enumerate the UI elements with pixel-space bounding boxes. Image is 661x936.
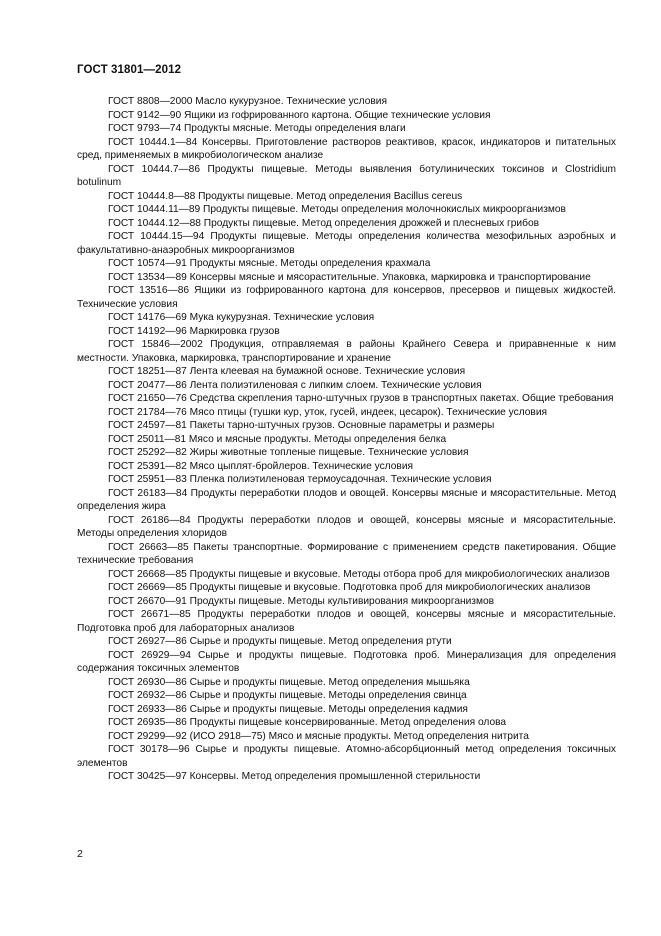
- reference-entry: ГОСТ 13516—86 Ящики из гофрированного картона для консервов, пресервов и пищевых жидкостей. Технические условия: [77, 285, 616, 310]
- reference-entry: ГОСТ 29299—92 (ИСО 2918—75) Мясо и мясные продукты. Метод определения нитрита: [108, 730, 529, 742]
- reference-entry: ГОСТ 25951—83 Пленка полиэтиленовая термоусадочная. Технические условия: [108, 474, 492, 485]
- reference-entry: ГОСТ 26929—94 Сырье и продукты пищевые. Подготовка проб. Минерализация для определения содержания токсичных элементов: [77, 649, 616, 674]
- reference-entry: ГОСТ 26663—85 Пакеты транспортные. Формирование с применением средств пакетирования. Общие технические требования: [77, 541, 616, 566]
- reference-entry: ГОСТ 8808—2000 Масло кукурузное. Технические условия: [108, 96, 387, 107]
- reference-entry: ГОСТ 10574—91 Продукты мясные. Методы определения крахмала: [108, 258, 431, 269]
- reference-entry: ГОСТ 10444.8—88 Продукты пищевые. Метод определения Bacillus cereus: [108, 190, 463, 202]
- reference-entry: ГОСТ 10444.1—84 Консервы. Приготовление растворов реактивов, красок, индикаторов и питательных сред, применяемых в микробиологическом анализе: [77, 136, 616, 161]
- page-number: 2: [77, 848, 83, 860]
- reference-entry: ГОСТ 26186—84 Продукты переработки плодов и овощей, консервы мясные и мясорастительные. Методы определения хлоридов: [77, 514, 616, 539]
- reference-entry: ГОСТ 21784—76 Мясо птицы (тушки кур, уток, гусей, индеек, цесарок). Технические условия: [108, 406, 548, 418]
- reference-entry: ГОСТ 25292—82 Жиры животные топленые пищевые. Технические условия: [108, 447, 469, 458]
- reference-entry: ГОСТ 21650—76 Средства скрепления тарно-штучных грузов в транспортных пакетах. Общие требования: [108, 393, 614, 404]
- reference-entry: ГОСТ 15846—2002 Продукция, отправляемая в районы Крайнего Севера и приравненные к ним местности. Упаковка, маркировка, транспортирование и хранение: [77, 339, 616, 364]
- reference-entry: ГОСТ 26183—84 Продукты переработки плодов и овощей. Консервы мясные и мясорастительные. Метод определения жира: [77, 487, 616, 512]
- reference-entry: ГОСТ 18251—87 Лента клеевая на бумажной основе. Технические условия: [108, 366, 466, 377]
- reference-entry: ГОСТ 26670—91 Продукты пищевые. Методы культивирования микроорганизмов: [108, 595, 495, 607]
- reference-entry: ГОСТ 30178—96 Сырье и продукты пищевые. Атомно-абсорбционный метод определения токсичных элементов: [77, 744, 616, 769]
- reference-entry: ГОСТ 26668—85 Продукты пищевые и вкусовые. Методы отбора проб для микробиологических анализов: [108, 568, 610, 580]
- reference-entry: ГОСТ 13534—89 Консервы мясные и мясорастительные. Упаковка, маркировка и транспортирование: [108, 271, 591, 283]
- reference-entry: ГОСТ 10444.7—86 Продукты пищевые. Методы выявления ботулинических токсинов и Clostridium botulinum: [77, 163, 616, 188]
- reference-entry: ГОСТ 24597—81 Пакеты тарно-штучных грузов. Основные параметры и размеры: [108, 420, 495, 431]
- reference-entry: ГОСТ 10444.11—89 Продукты пищевые. Методы определения молочнокислых микроорганизмов: [108, 204, 566, 215]
- reference-entry: ГОСТ 26669—85 Продукты пищевые и вкусовые. Подготовка проб для микробиологических анализов: [108, 582, 591, 593]
- reference-entry: ГОСТ 25391—82 Мясо цыплят-бройлеров. Технические условия: [108, 460, 414, 472]
- normative-references-list: [77, 95, 616, 784]
- reference-entry: ГОСТ 25011—81 Мясо и мясные продукты. Методы определения белка: [108, 433, 447, 445]
- reference-entry: ГОСТ 9142—90 Ящики из гофрированного картона. Общие технические условия: [108, 109, 491, 121]
- reference-entry: ГОСТ 26930—86 Сырье и продукты пищевые. Метод определения мышьяка: [108, 676, 470, 688]
- reference-entry: ГОСТ 14192—96 Маркировка грузов: [108, 325, 280, 337]
- reference-entry: ГОСТ 20477—86 Лента полиэтиленовая с липким слоем. Технические условия: [108, 379, 482, 391]
- reference-entry: ГОСТ 26932—86 Сырье и продукты пищевые. Методы определения свинца: [108, 690, 467, 701]
- reference-entry: ГОСТ 9793—74 Продукты мясные. Методы определения влаги: [108, 123, 406, 134]
- reference-entry: ГОСТ 26927—86 Сырье и продукты пищевые. Метод определения ртути: [108, 636, 452, 647]
- reference-entry: ГОСТ 30425—97 Консервы. Метод определения промышленной стерильности: [108, 771, 481, 782]
- reference-entry: ГОСТ 26933—86 Сырье и продукты пищевые. Методы определения кадмия: [108, 703, 468, 715]
- document-header: ГОСТ 31801—2012: [77, 64, 182, 76]
- reference-entry: ГОСТ 10444.12—88 Продукты пищевые. Метод определения дрожжей и плесневых грибов: [108, 217, 540, 229]
- reference-entry: ГОСТ 26935—86 Продукты пищевые консервированные. Метод определения олова: [108, 717, 507, 728]
- reference-entry: ГОСТ 10444.15—94 Продукты пищевые. Методы определения количества мезофильных аэробных и факультативно-анаэробных микроорганизмов: [77, 231, 616, 256]
- reference-entry: ГОСТ 14176—69 Мука кукурузная. Технические условия: [108, 312, 375, 323]
- reference-entry: ГОСТ 26671—85 Продукты переработки плодов и овощей, консервы мясные и мясорастительные. Подготовка проб для лабораторных анализов: [77, 609, 616, 634]
